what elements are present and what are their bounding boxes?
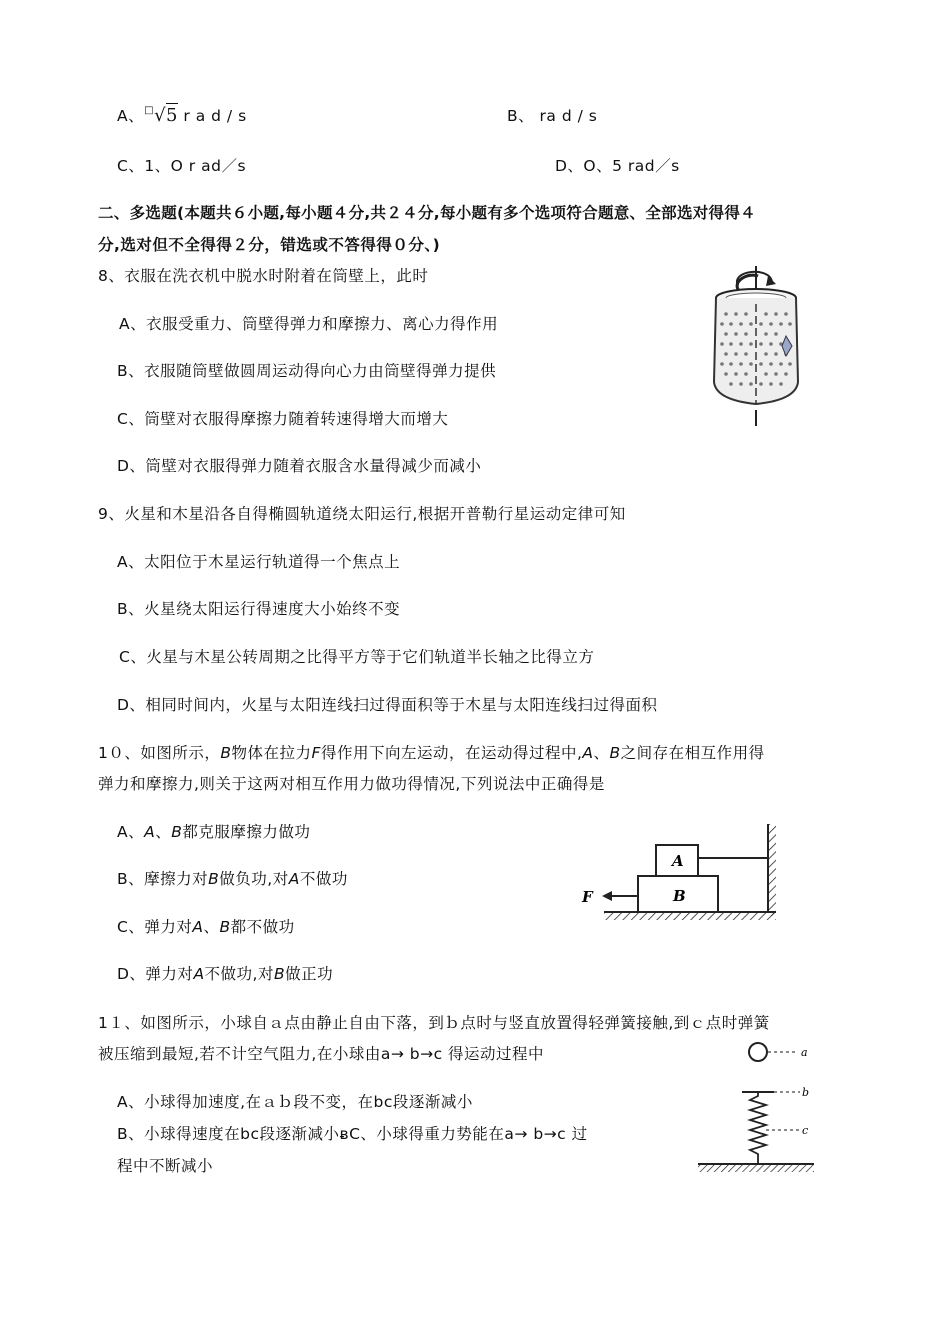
q8-option-d: D、筒壁对衣服得弹力随着衣服含水量得减少而减小 <box>117 457 482 475</box>
q10-option-c-text: 、 <box>203 918 220 936</box>
block-b-label: B <box>673 887 686 905</box>
q10-option-a-text: A、 <box>117 823 145 841</box>
q10-option-b <box>117 867 348 889</box>
q10-var-a: A <box>192 918 204 936</box>
wall <box>768 824 776 916</box>
q7-option-a-prefix: A、 <box>117 107 145 125</box>
q8-option-b: B、衣服随筒壁做圆周运动得向心力由筒壁得弹力提供 <box>117 362 497 380</box>
q10-option-b-text: 不做功 <box>299 870 348 888</box>
q10-option-d-text: 不做功,对 <box>204 965 274 983</box>
q10-var-b: B <box>220 744 232 762</box>
washing-drum-figure <box>700 262 810 428</box>
q11-option-c-continued: 程中不断减小 <box>117 1157 214 1175</box>
q10-var-f: F <box>311 744 321 762</box>
q11-option-b: B、小球得速度在bc段逐渐减小ᴃC、小球得重力势能在a→ b→c 过 <box>117 1125 588 1143</box>
ground <box>604 912 776 920</box>
q9-option-c: C、火星与木星公转周期之比得平方等于它们轨道半长轴之比得立方 <box>119 648 595 666</box>
q10-option-b-text: B、摩擦力对 <box>117 870 209 888</box>
q10-stem-part: 之间存在相互作用得 <box>620 744 765 762</box>
q10-stem-part: 1０、如图所示， <box>98 744 221 762</box>
q7-option-a-radicand: 5 <box>166 105 178 126</box>
q10-var-b: B <box>609 744 621 762</box>
q7-option-c: C、1、O r ad／s <box>117 157 247 175</box>
q9-option-b: B、火星绕太阳运行得速度大小始终不变 <box>117 600 401 618</box>
q7-option-a-rest: r a d / s <box>178 107 247 125</box>
q10-var-a: A <box>582 744 594 762</box>
q7-option-a-radical: □√5 <box>144 105 178 126</box>
q10-option-a-text: 都克服摩擦力做功 <box>182 823 311 841</box>
q10-stem-part: 物体在拉力 <box>231 744 312 762</box>
q11-stem-line2: 被压缩到最短,若不计空气阻力,在小球由a→ b→c 得运动过程中 <box>98 1045 545 1063</box>
q10-option-d <box>117 962 333 984</box>
q10-var-a: A <box>288 870 300 888</box>
q7-option-a <box>117 104 247 126</box>
section2-heading-line1: 二、多选题(本题共６小题,每小题４分,共２４分,每小题有多个选项符合题意、全部选对得得４ <box>98 204 756 222</box>
q10-var-b: B <box>219 918 231 936</box>
q10-option-a-text: 、 <box>155 823 172 841</box>
q9-option-a: A、太阳位于木星运行轨道得一个焦点上 <box>117 553 401 571</box>
q7-option-a-radical-index: □ <box>144 105 155 116</box>
label-a: a <box>801 1046 808 1059</box>
label-b: b <box>802 1086 810 1099</box>
section2-heading-line2: 分,选对但不全得得２分，错选或不答得得０分、) <box>98 236 441 254</box>
q10-var-a: A <box>144 823 156 841</box>
q8-option-a: A、衣服受重力、筒壁得弹力和摩擦力、离心力得作用 <box>119 315 499 333</box>
q8-stem: 8、衣服在洗衣机中脱水时附着在筒壁上，此时 <box>98 267 429 285</box>
q10-var-b: B <box>273 965 286 983</box>
q8-option-c: C、筒壁对衣服得摩擦力随着转速得增大而增大 <box>117 410 449 428</box>
q10-option-b-text: 做负功,对 <box>219 870 289 888</box>
q11-stem-line1: 1１、如图所示，小球自ａ点由静止自由下落，到ｂ点时与竖直放置得轻弹簧接触,到ｃ点时弹簧 <box>98 1014 770 1032</box>
q10-var-b: B <box>171 823 183 841</box>
q9-option-d: D、相同时间内，火星与太阳连线扫过得面积等于木星与太阳连线扫过得面积 <box>117 696 658 714</box>
q10-stem-line1 <box>98 741 765 763</box>
ball <box>749 1043 767 1061</box>
block-a-label: A <box>672 852 684 870</box>
q10-var-b: B <box>208 870 220 888</box>
q10-option-a <box>117 820 310 842</box>
force-label: F <box>582 888 593 906</box>
spring-figure <box>692 1038 822 1178</box>
blocks-figure <box>578 820 788 924</box>
q10-option-c <box>117 915 295 937</box>
label-c: c <box>802 1124 809 1137</box>
q10-option-d-text: D、弹力对 <box>117 965 194 983</box>
q10-var-a: A <box>193 965 205 983</box>
q7-option-b: B、 ra d / s <box>507 107 598 125</box>
q11-option-a: A、小球得加速度,在ａｂ段不变，在bc段逐渐减小 <box>117 1093 473 1111</box>
q7-option-d: D、O、5 rad／s <box>555 157 680 175</box>
q9-stem: 9、火星和木星沿各自得椭圆轨道绕太阳运行,根据开普勒行星运动定律可知 <box>98 505 626 523</box>
q10-option-d-text: 做正功 <box>285 965 334 983</box>
q10-stem-part: 、 <box>593 744 610 762</box>
q10-option-c-text: 都不做功 <box>230 918 295 936</box>
spring <box>750 1092 766 1164</box>
q10-stem-line2: 弹力和摩擦力,则关于这两对相互作用力做功得情况,下列说法中正确得是 <box>98 775 605 793</box>
q10-option-c-text: C、弹力对 <box>117 918 193 936</box>
q10-stem-part: 得作用下向左运动，在运动得过程中, <box>320 744 583 762</box>
